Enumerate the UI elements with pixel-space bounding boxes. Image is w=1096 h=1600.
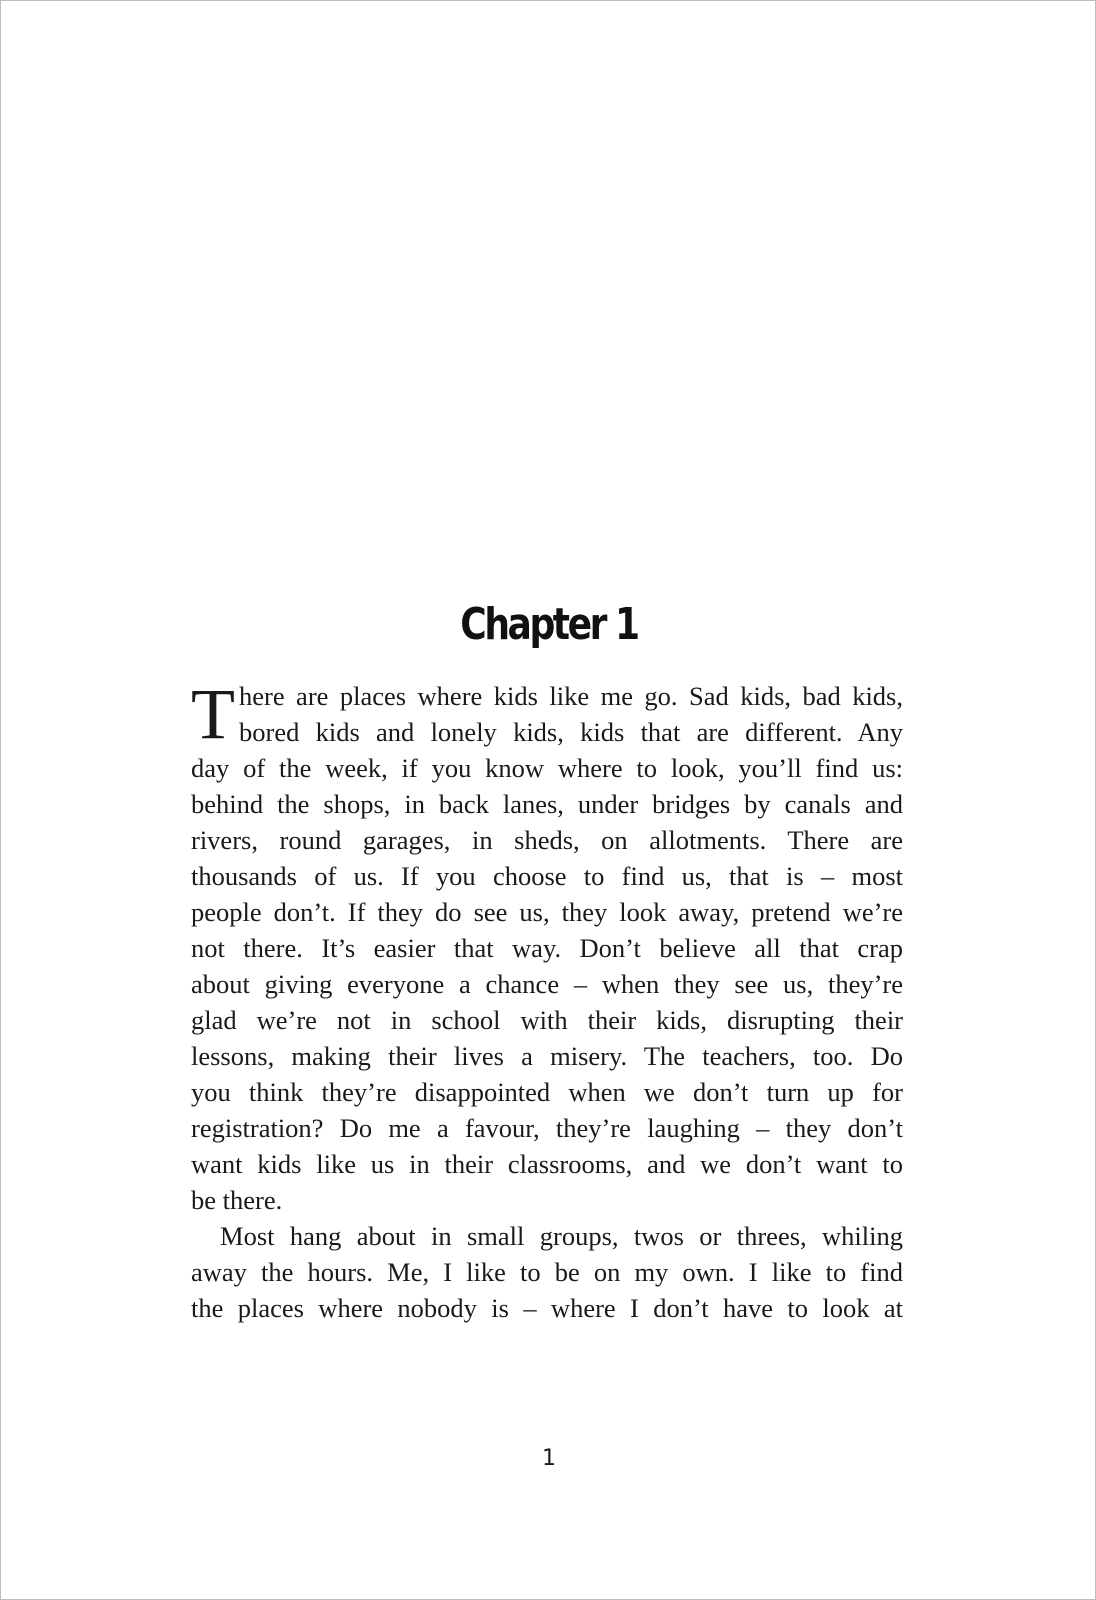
- text-line: want kids like us in their classrooms, and we don’t want to: [191, 1149, 903, 1179]
- text-line: here are places where kids like me go. Sad kids, bad kids,: [239, 681, 903, 711]
- text-line: be there.: [191, 1185, 283, 1215]
- page-number: 1: [542, 1446, 556, 1471]
- text-line: registration? Do me a favour, they’re laughing – they don’t: [191, 1113, 903, 1143]
- text-line: thousands of us. If you choose to find us, that is – most: [191, 861, 903, 891]
- text-line: glad we’re not in school with their kids, disrupting their: [191, 1005, 903, 1035]
- text-line: not there. It’s easier that way. Don’t believe all that crap: [191, 933, 903, 963]
- text-line: the places where nobody is – where I don’t have to look at: [191, 1293, 903, 1323]
- text-line: away the hours. Me, I like to be on my own. I like to find: [191, 1257, 903, 1287]
- chapter-body: [191, 674, 903, 1326]
- chapter-title: Chapter 1: [460, 599, 638, 650]
- text-line: about giving everyone a chance – when they see us, they’re: [191, 969, 903, 999]
- text-line: you think they’re disappointed when we don’t turn up for: [191, 1077, 903, 1107]
- text-line: behind the shops, in back lanes, under bridges by canals and: [191, 789, 903, 819]
- drop-cap: T: [191, 674, 235, 754]
- text-line: bored kids and lonely kids, kids that are different. Any: [239, 717, 903, 747]
- text-line: Most hang about in small groups, twos or threes, whiling: [220, 1221, 903, 1251]
- text-line: day of the week, if you know where to look, you’ll find us:: [191, 753, 903, 783]
- text-line: rivers, round garages, in sheds, on allotments. There are: [191, 825, 903, 855]
- text-line: lessons, making their lives a misery. The teachers, too. Do: [191, 1041, 903, 1071]
- text-line: people don’t. If they do see us, they look away, pretend we’re: [191, 897, 903, 927]
